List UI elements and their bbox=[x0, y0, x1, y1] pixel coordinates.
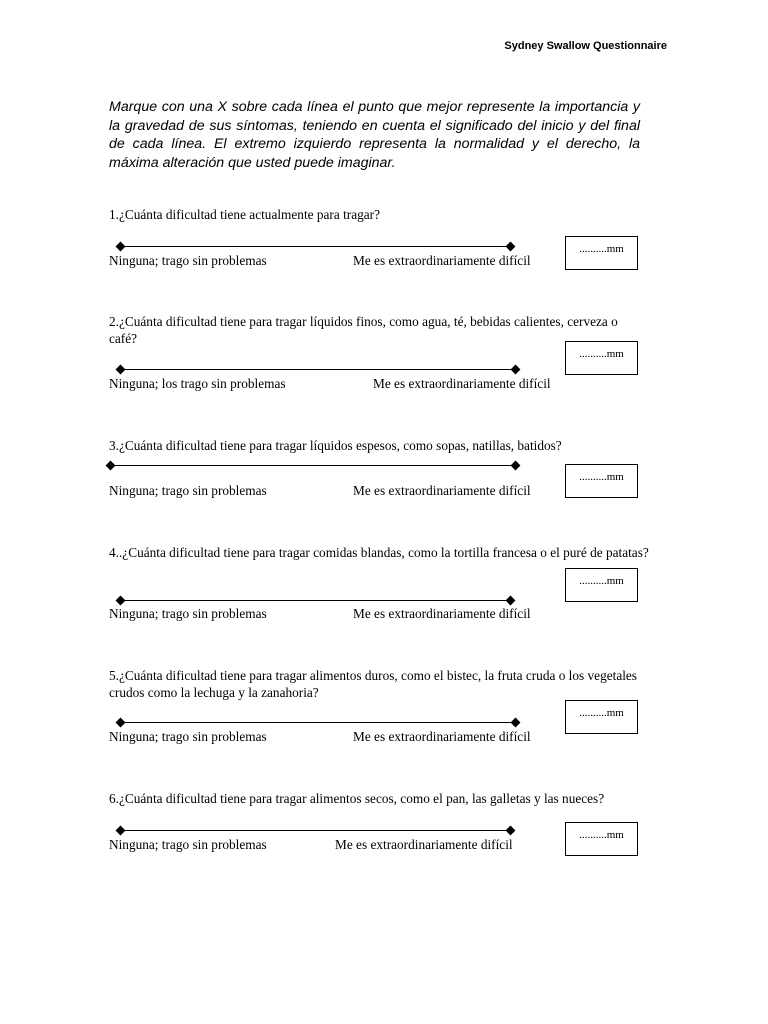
question-3-scale-line[interactable] bbox=[110, 465, 515, 466]
question-2-left-endpoint-icon bbox=[116, 365, 126, 375]
question-3-left-endpoint-icon bbox=[106, 461, 116, 471]
instructions-paragraph: Marque con una X sobre cada línea el punto que mejor represente la importancia y la gravedad de sus síntomas, teniendo en cuenta el significado del inicio y del final de cada línea. El extremo izquierdo representa la normalidad y el derecho, la máxima alteración que usted puede imaginar. bbox=[109, 99, 640, 171]
question-2-right-label: Me es extraordinariamente difícil bbox=[373, 376, 551, 391]
question-3-right-endpoint-icon bbox=[511, 461, 521, 471]
question-5-right-endpoint-icon bbox=[511, 718, 521, 728]
question-5-left-endpoint-icon bbox=[116, 718, 126, 728]
question-5-scale-line[interactable] bbox=[120, 722, 515, 723]
question-1-text: 1.¿Cuánta dificultad tiene actualmente para tragar? bbox=[109, 207, 380, 222]
question-6-mm-box[interactable]: ..........mm bbox=[565, 822, 638, 856]
question-6-right-endpoint-icon bbox=[506, 826, 516, 836]
question-2-left-label: Ninguna; los trago sin problemas bbox=[109, 376, 286, 391]
question-6-left-endpoint-icon bbox=[116, 826, 126, 836]
question-6-text: 6.¿Cuánta dificultad tiene para tragar alimentos secos, como el pan, las galletas y las nueces? bbox=[109, 791, 605, 806]
question-6-right-label: Me es extraordinariamente difícil bbox=[335, 837, 513, 852]
document-header: Sydney Swallow Questionnaire bbox=[504, 40, 667, 52]
question-4-mm-box[interactable]: ..........mm bbox=[565, 568, 638, 602]
question-2-text: 2.¿Cuánta dificultad tiene para tragar líquidos finos, como agua, té, bebidas calientes, cerveza o café? bbox=[109, 314, 618, 346]
question-5-left-label: Ninguna; trago sin problemas bbox=[109, 729, 267, 744]
question-5-text: 5.¿Cuánta dificultad tiene para tragar alimentos duros, como el bistec, la fruta cruda o los vegetales crudos como la lechuga y la zanahoria? bbox=[109, 668, 637, 700]
question-2-mm-box[interactable]: ..........mm bbox=[565, 341, 638, 375]
question-4-right-endpoint-icon bbox=[506, 596, 516, 606]
question-5-mm-box[interactable]: ..........mm bbox=[565, 700, 638, 734]
question-2-right-endpoint-icon bbox=[511, 365, 521, 375]
question-5-right-label: Me es extraordinariamente difícil bbox=[353, 729, 531, 744]
question-1-right-endpoint-icon bbox=[506, 242, 516, 252]
question-1-left-endpoint-icon bbox=[116, 242, 126, 252]
question-4-scale-line[interactable] bbox=[120, 600, 510, 601]
question-3-text: 3.¿Cuánta dificultad tiene para tragar líquidos espesos, como sopas, natillas, batidos? bbox=[109, 438, 562, 453]
question-4-text: 4..¿Cuánta dificultad tiene para tragar comidas blandas, como la tortilla francesa o el puré de patatas? bbox=[109, 545, 649, 560]
question-4-left-label: Ninguna; trago sin problemas bbox=[109, 606, 267, 621]
question-6-left-label: Ninguna; trago sin problemas bbox=[109, 837, 267, 852]
question-4-left-endpoint-icon bbox=[116, 596, 126, 606]
question-3-right-label: Me es extraordinariamente difícil bbox=[353, 483, 531, 498]
question-1-left-label: Ninguna; trago sin problemas bbox=[109, 253, 267, 268]
question-4-right-label: Me es extraordinariamente difícil bbox=[353, 606, 531, 621]
question-3-left-label: Ninguna; trago sin problemas bbox=[109, 483, 267, 498]
question-2-scale-line[interactable] bbox=[120, 369, 515, 370]
question-1-mm-box[interactable]: ..........mm bbox=[565, 236, 638, 270]
question-6-scale-line[interactable] bbox=[120, 830, 510, 831]
question-1-scale-line[interactable] bbox=[120, 246, 510, 247]
question-3-mm-box[interactable]: ..........mm bbox=[565, 464, 638, 498]
question-1-right-label: Me es extraordinariamente difícil bbox=[353, 253, 531, 268]
